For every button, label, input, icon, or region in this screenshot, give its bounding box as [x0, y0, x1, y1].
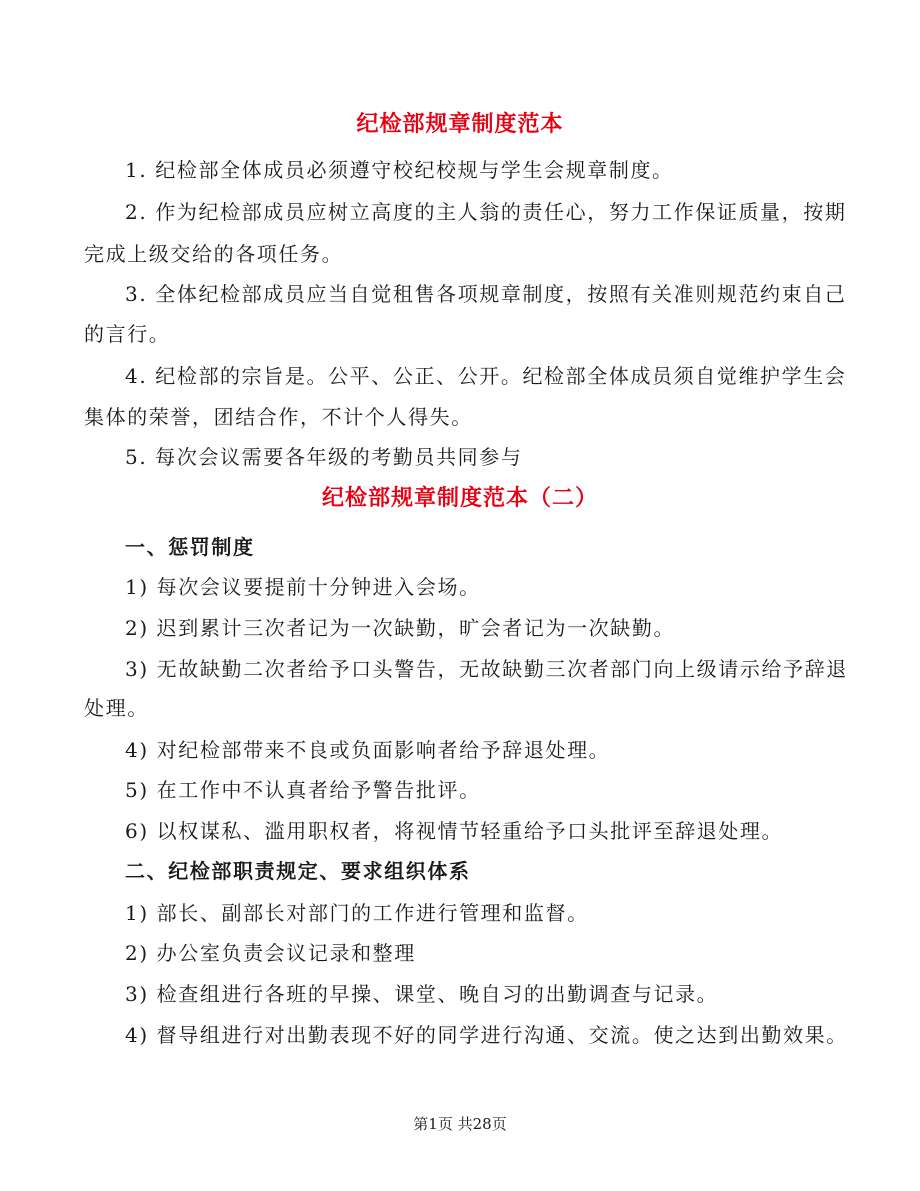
paragraph-4-line-1: 4. 纪检部的宗旨是。公平、公正、公开。纪检部全体成员须自觉维护学生会: [125, 364, 847, 388]
penalty-item-1: 1) 每次会议要提前十分钟进入会场。: [125, 575, 481, 599]
paragraph-3-line-1: 3. 全体纪检部成员应当自觉租售各项规章制度，按照有关准则规范约束自己: [125, 282, 847, 306]
paragraph-3-line-2: 的言行。: [84, 322, 171, 346]
duty-item-3: 3) 检查组进行各班的早操、课堂、晚自习的出勤调查与记录。: [125, 982, 719, 1006]
penalty-item-2: 2) 迟到累计三次者记为一次缺勤，旷会者记为一次缺勤。: [125, 616, 676, 640]
penalty-item-6: 6) 以权谋私、滥用职权者，将视情节轻重给予口头批评至辞退处理。: [125, 819, 784, 843]
duty-item-1: 1) 部长、副部长对部门的工作进行管理和监督。: [125, 901, 589, 925]
duty-item-4: 4) 督导组进行对出勤表现不好的同学进行沟通、交流。使之达到出勤效果。: [125, 1023, 848, 1047]
penalty-item-3-line-2: 处理。: [84, 696, 149, 720]
penalty-item-4: 4) 对纪检部带来不良或负面影响者给予辞退处理。: [125, 738, 611, 762]
penalty-item-3-line-1: 3) 无故缺勤二次者给予口头警告，无故缺勤三次者部门向上级请示给予辞退: [125, 657, 848, 681]
paragraph-2-line-2: 完成上级交给的各项任务。: [84, 242, 344, 266]
paragraph-4-line-2: 集体的荣誉，团结合作，不计个人得失。: [84, 405, 473, 429]
paragraph-5: 5. 每次会议需要各年级的考勤员共同参与: [125, 445, 523, 469]
document-title: 纪检部规章制度范本: [356, 111, 564, 137]
paragraph-1: 1. 纪检部全体成员必须遵守校纪校规与学生会规章制度。: [125, 158, 674, 182]
penalty-item-5: 5) 在工作中不认真者给予警告批评。: [125, 778, 481, 802]
paragraph-2-line-1: 2. 作为纪检部成员应树立高度的主人翁的责任心，努力工作保证质量，按期: [125, 200, 847, 224]
heading-duties: 二、纪检部职责规定、要求组织体系: [125, 859, 471, 883]
section-title-2: 纪检部规章制度范本（二）: [321, 485, 598, 511]
duty-item-2: 2) 办公室负责会议记录和整理: [125, 941, 416, 965]
page-footer: 第1页 共28页: [413, 1115, 507, 1133]
heading-penalty-system: 一、惩罚制度: [125, 535, 255, 559]
